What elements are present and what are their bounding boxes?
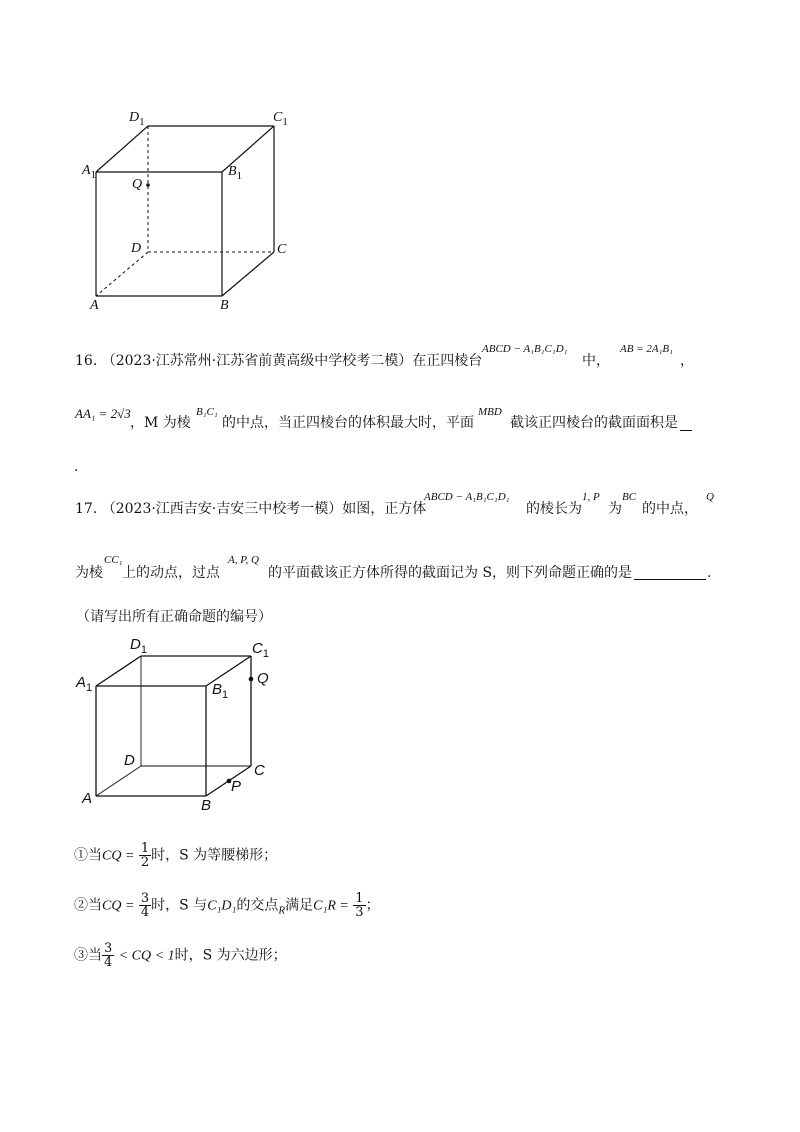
label-c: C xyxy=(277,242,287,257)
q17-len: 1, P xyxy=(582,491,600,503)
q16-solid: ABCD − A₁B₁C₁D₁ xyxy=(482,343,568,355)
label-b: B xyxy=(220,298,229,313)
q17-note: （请写出所有正确命题的编号） xyxy=(76,609,272,625)
q17-bc: BC xyxy=(622,491,637,503)
label-b1: $B_1$ xyxy=(228,164,243,182)
label-c1: $C_1$ xyxy=(273,110,288,128)
q17-line2c: 的平面截该正方体所得的截面记为 S，则下列命题正确的是 xyxy=(268,565,633,581)
q17-q: Q xyxy=(706,491,714,503)
option-2-r: R xyxy=(278,904,286,917)
q17-line2b: 上的动点，过点 xyxy=(122,565,220,581)
label-a1: $A_1$ xyxy=(82,163,97,181)
q16-edge: B₁C₁ xyxy=(196,406,218,418)
option-3-mark: ③当 xyxy=(74,947,102,964)
q16-number: 16. xyxy=(75,353,98,369)
option-3-text: 时，S 为六边形； xyxy=(174,947,287,964)
q16-answer-blank xyxy=(680,416,692,431)
label2-p: P xyxy=(231,778,242,795)
option-2-mark: ②当 xyxy=(74,897,102,914)
q16-line1 xyxy=(75,352,482,370)
option-2-fraction: $\frac{3}{4}$ xyxy=(140,891,150,920)
option-3 xyxy=(74,942,287,969)
option-2-text2: 的交点 xyxy=(236,897,279,914)
q16-line2c: 截该正四棱台的截面面积是 xyxy=(510,415,678,431)
label2-c: C xyxy=(254,762,265,779)
q17-source: （2023·江西吉安·吉安三中校考一模）如图，正方体 xyxy=(101,501,427,517)
option-2-text3: 满足 xyxy=(285,897,314,914)
label-d: D xyxy=(131,241,142,256)
label2-b: B xyxy=(201,797,212,814)
q16-line2b: 的中点，当正四棱台的体积最大时，平面 xyxy=(222,415,474,431)
label2-c1: $C_1$ xyxy=(252,640,269,660)
q17-solid: ABCD − A₁B₁C₁D₁ xyxy=(424,491,510,503)
option-1-mark: ①当 xyxy=(74,847,102,864)
label-d1: $D_1$ xyxy=(129,110,145,128)
q16-source: （2023·江苏常州·江苏省前黄高级中学校考二模）在正四棱台 xyxy=(101,353,483,369)
q17-line2end: . xyxy=(707,565,712,581)
q17-cc1: CC₁ xyxy=(104,554,123,566)
q17-text2: 为 xyxy=(608,501,622,517)
option-2-expr2: C₁R = xyxy=(313,898,349,914)
q17-points: A, P, Q xyxy=(228,554,259,566)
label-a: A xyxy=(90,298,99,313)
option-3-expr: < CQ < 1 xyxy=(118,948,175,964)
q16-dot: . xyxy=(74,459,79,475)
q17-text3: 的中点， xyxy=(642,501,698,517)
option-1 xyxy=(74,842,277,869)
q16-comma: ， xyxy=(680,353,694,369)
q17-line1 xyxy=(75,500,426,518)
q17-answer-blank xyxy=(634,565,706,580)
label2-a1: $A_1$ xyxy=(76,674,93,694)
option-2-fraction2: $\frac{1}{3}$ xyxy=(355,891,364,920)
option-2-expr: CQ = xyxy=(102,898,135,914)
option-2-text4: ； xyxy=(365,897,380,914)
option-1-fraction: $\frac{1}{2}$ xyxy=(140,841,150,870)
label2-q: Q xyxy=(257,670,269,687)
q16-line2a: ，M 为棱 xyxy=(130,415,191,431)
q17-number: 17. xyxy=(75,501,98,517)
q16-plane: MBD xyxy=(478,406,502,418)
q17-text1: 的棱长为 xyxy=(526,501,582,517)
option-2 xyxy=(74,892,380,919)
label2-d1: $D_1$ xyxy=(130,636,147,656)
label-q: Q xyxy=(132,177,143,192)
option-3-fraction: $\frac{3}{4}$ xyxy=(104,941,113,970)
point-q-marker xyxy=(146,183,150,187)
label2-a: A xyxy=(82,790,93,807)
q16-mid: 中， xyxy=(582,353,610,369)
option-1-expr: CQ = xyxy=(102,848,135,864)
option-2-text1: 时，S 与 xyxy=(151,897,208,914)
option-2-seg: C₁D₁ xyxy=(207,898,237,914)
q16-cond1: AB = 2A₁B₁ xyxy=(620,343,673,355)
option-1-text: 时，S 为等腰梯形； xyxy=(151,847,278,864)
q16-cond2: AA₁ = 2√3 xyxy=(75,406,131,421)
q17-line2a: 为棱 xyxy=(75,565,103,581)
label2-d: D xyxy=(124,752,135,769)
label2-b1: $B_1$ xyxy=(212,681,229,701)
